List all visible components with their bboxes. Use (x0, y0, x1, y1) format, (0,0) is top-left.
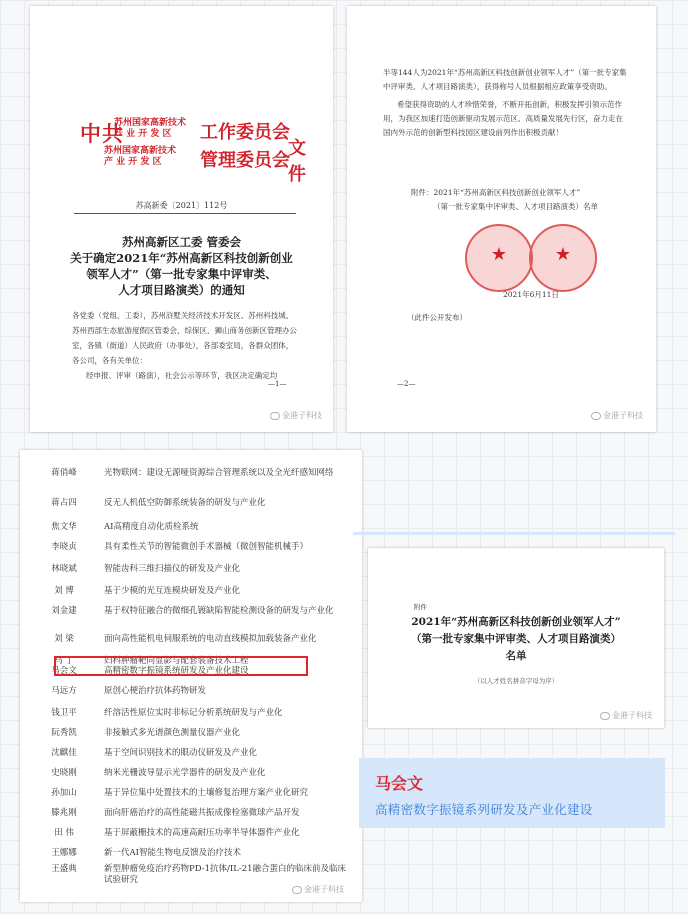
wechat-icon (270, 412, 280, 420)
watermark: 金港子科技 (292, 884, 344, 895)
wechat-icon (292, 886, 302, 894)
notice-body (72, 308, 298, 383)
publish-note: （此件公开发布） (407, 313, 467, 322)
callout-name: 马会文 (375, 774, 424, 793)
project-name: 新一代AI智能生物电反馈及治疗技术 (104, 848, 241, 858)
header-org-1b: 产 业 开 发 区 (114, 129, 172, 139)
official-seal: ★ (529, 224, 597, 292)
notice-page-2 (347, 6, 656, 432)
talent-name: 马远方 (51, 686, 77, 696)
project-name: 光物联网：建设无源哑资源综合管理系统以及全光纤感知网络 (104, 468, 334, 478)
talent-name: 田 伟 (54, 828, 74, 838)
talent-name: 王盛典 (51, 864, 77, 874)
list-cover-page (368, 548, 664, 728)
project-name: 纤溶活性原位实时非标记分析系统研发与产业化 (104, 708, 283, 718)
talent-name: 刘金建 (51, 606, 77, 616)
project-name: 新型肿瘤免疫治疗药物PD-1抗体/IL-21融合蛋白的临床前及临床试验研究 (104, 864, 347, 885)
issue-date: 2021年6月11日 (503, 290, 559, 299)
official-seal: ★ (465, 224, 533, 292)
callout-project: 高精密数字振镜系列研发及产业化建设 (375, 802, 593, 817)
talent-name: 马 丁 (54, 656, 74, 666)
list-subtitle: （以人才姓名拼音字母为序） (473, 677, 559, 685)
watermark: 金港子科技 (600, 710, 652, 721)
paragraph: 希望获得资助的人才珍惜荣誉，不断开拓创新，积极发挥引领示范作用，为我区加速打造创新驱动发展示范区、高质量发展先行区，奋力走在国内外示范的创新型科技园区建设前列作出积极贡献！ (383, 100, 623, 137)
attachment-note: 附件：2021年“苏州高新区科技创新创业领军人才” （第一批专家集中评审类、人才项目路演类）名单 (411, 188, 598, 211)
body-recipients: 各党委（党组、工委），苏州浒墅关经济技术开发区、苏州科技城、苏州西部生态旅游度假区管委会，综保区、狮山商务创新区管理办公室，各镇（街道）人民政府（办事处），各部委室局，各群众团体，各公司，各有关单位： (72, 311, 297, 365)
page-number: —1— (268, 380, 287, 388)
body-text: 经申报、评审（路演），社会公示等环节，我区决定确定均 (86, 371, 278, 380)
title-line: 关于确定2021年“苏州高新区科技创新创业 (70, 251, 293, 265)
header-wenjian: 文件 (288, 138, 306, 185)
talent-name: 焦文华 (51, 522, 77, 532)
talent-name: 马会文 (51, 666, 77, 676)
project-name: 基于屏蔽栅技术的高速高耐压功率半导体器件产业化 (104, 828, 300, 838)
project-name: 具有柔性关节的智能微创手术器械（微创智能机械手） (104, 542, 309, 552)
header-committee-1: 工作委员会 (200, 122, 290, 143)
notice-title (60, 234, 303, 298)
talent-name: 孙加山 (51, 788, 77, 798)
talent-name: 蒋占四 (51, 498, 77, 508)
notice-body-continued (383, 66, 629, 144)
talent-name: 刘 博 (54, 586, 74, 596)
title-line: 人才项目路演类）的通知 (118, 283, 245, 297)
project-name: 反无人机低空防御系统装备的研发与产业化 (104, 498, 266, 508)
watermark: 金港子科技 (591, 410, 643, 421)
project-name: 智能齿科三维扫描仪的研发及产业化 (104, 564, 241, 574)
talent-name: 史晓刚 (51, 768, 77, 778)
talent-name: 李晓贞 (51, 542, 77, 552)
document-number: 苏高新委〔2021〕112号 (135, 201, 228, 210)
project-name: AI高精度自动化质检系统 (104, 522, 199, 532)
project-name: 基于权特征融合的微细孔镀缺陷智能检测设备的研发与产业化 (104, 606, 334, 616)
project-name: 高精密数字振镜系统研发及产业化建设 (104, 666, 249, 676)
title-line: 领军人才”（第一批专家集中评审类、 (86, 267, 277, 281)
header-zhonggong: 中共 (80, 121, 124, 146)
watermark: 金港子科技 (270, 410, 322, 421)
talent-name: 林晓斌 (51, 564, 77, 574)
red-divider (74, 213, 296, 214)
wechat-icon (600, 712, 610, 720)
talent-name: 王娜娜 (51, 848, 77, 858)
highlight-box (54, 656, 308, 676)
list-title: 2021年“苏州高新区科技创新创业领军人才” （第一批专家集中评审类、人才项目路演类） 名单 (411, 616, 621, 662)
project-name: 面向肝癌治疗的高性能磁共振成像栓塞微球产品开发 (104, 808, 300, 818)
project-name: 非接触式多光谱颜色测量仪器产业化 (104, 728, 241, 738)
talent-list-page (20, 450, 362, 902)
header-committee-2: 管理委员会 (200, 150, 290, 171)
project-name: 妇科肿瘤靶向显影与配套装备技术工程 (104, 656, 249, 666)
connector-bar (353, 532, 675, 535)
project-name: 面向高性能机电伺服系统的电动直线模拟加载装备产业化 (104, 634, 317, 644)
wechat-icon (591, 412, 601, 420)
document-header (80, 118, 306, 185)
talent-name: 沈麒佳 (51, 748, 77, 758)
project-name: 纳米光栅波导显示光学器件的研发及产业化 (104, 768, 266, 778)
title-line: 苏州高新区工委 管委会 (121, 235, 241, 249)
notice-page-1 (30, 6, 333, 432)
highlight-callout (359, 758, 665, 828)
paragraph: 半等144人为2021年“苏州高新区科技创新创业领军人才”（第一批专家集中评审类、人才项目路演类），获得称号人员根据相应政策享受资助。 (383, 68, 627, 91)
talent-name: 刘 梁 (54, 634, 74, 644)
talent-name: 蒋俏峰 (51, 468, 77, 478)
project-name: 基于异位集中处置技术的土壤修复治理方案产业化研究 (104, 788, 309, 798)
project-name: 原创心梗治疗抗体药物研发 (104, 686, 207, 696)
page-number: —2— (397, 380, 416, 388)
project-name: 基于空间识别技术的眼动仪研发及产业化 (104, 748, 258, 758)
attachment-label: 附件 (414, 603, 427, 611)
talent-name: 阮秀凯 (51, 728, 77, 738)
project-name: 基于少模的光互连模块研发及产业化 (104, 586, 241, 596)
header-org-2a: 苏州国家高新技术 (104, 146, 177, 156)
header-org-2b: 产 业 开 发 区 (104, 157, 162, 167)
talent-name: 钱卫平 (51, 708, 77, 718)
header-org-1a: 苏州国家高新技术 (114, 118, 187, 128)
talent-name: 滕兆刚 (51, 808, 77, 818)
